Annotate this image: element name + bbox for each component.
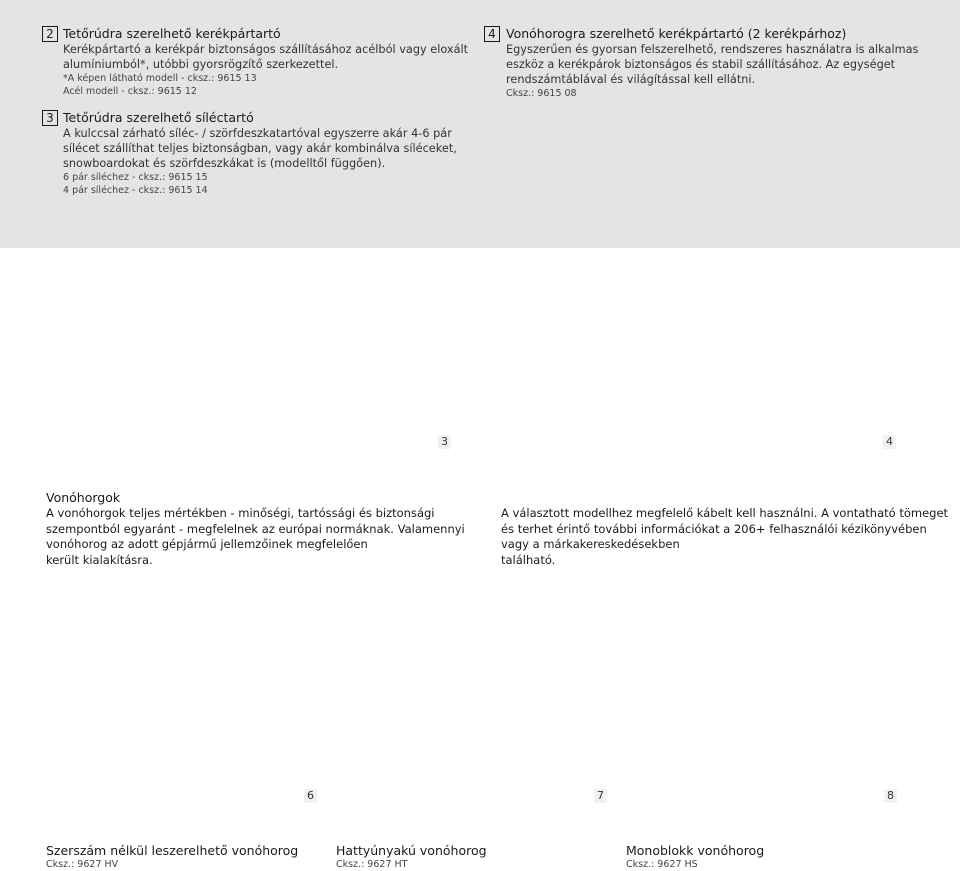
section-number-4: 4	[484, 26, 500, 42]
section-2-small-2: Acél modell - cksz.: 9615 12	[63, 86, 197, 97]
vonohorgok-left-line-2: szempontból egyaránt - megfelelnek az európai normáknak. Valamennyi	[46, 521, 465, 536]
footer-item-2	[336, 843, 487, 871]
footer-item-3	[626, 843, 764, 871]
section-3-title: Tetőrúdra szerelhető síléctartó	[63, 110, 254, 125]
section-3-small-1: 6 pár síléchez - cksz.: 9615 15	[63, 172, 208, 183]
vonohorgok-right	[501, 506, 951, 568]
footer-item-1-code: Cksz.: 9627 HV	[46, 859, 119, 870]
section-4-title: Vonóhorogra szerelhető kerékpártartó (2 kerékpárhoz)	[506, 26, 847, 41]
page-marker-7: 7	[594, 789, 607, 803]
page-marker-3: 3	[438, 435, 451, 449]
vonohorgok-right-line-1: A választott modellhez megfelelő kábelt kell használni. A vontatható tömeget	[501, 506, 949, 520]
section-3-line-3: snowboardokat és szörfdeszkákat is (modelltől függően).	[63, 157, 386, 170]
vonohorgok-right-line-3: vagy a márkakereskedésekben	[501, 537, 680, 551]
section-3-small-2: 4 pár síléchez - cksz.: 9615 14	[63, 185, 208, 196]
section-3-line-1: A kulccsal zárható síléc- / szörfdeszkatartóval egyszerre akár 4-6 pár	[63, 127, 452, 140]
vonohorgok-left-line-3: vonóhorog az adott gépjármű jellemzőinek megfelelően	[46, 537, 368, 551]
section-number-3: 3	[42, 110, 58, 126]
vonohorgok-left-line-4: került kialakításra.	[46, 552, 153, 567]
footer-item-3-title: Monoblokk vonóhorog	[626, 843, 765, 858]
vonohorgok-right-line-2: és terhet érintő további információkat a 206+ felhasználói kézikönyvében	[501, 521, 927, 536]
section-2	[42, 26, 482, 98]
page-marker-4: 4	[883, 435, 896, 449]
section-2-title: Tetőrúdra szerelhető kerékpártartó	[63, 26, 281, 41]
section-2-small-1: *A képen látható modell - cksz.: 9615 13	[63, 73, 257, 84]
section-3-line-2: sílécet szállíthat teljes biztonságban, vagy akár kombinálva síléceket,	[63, 142, 457, 155]
section-4-line-3: rendszámtáblával és világítással kell ellátni.	[506, 73, 756, 86]
vonohorgok-right-line-4: található.	[501, 552, 556, 567]
vonohorgok-left	[46, 490, 466, 568]
section-2-line-1: Kerékpártartó a kerékpár biztonságos szállításához acélból vagy eloxált	[63, 43, 469, 56]
vonohorgok-title: Vonóhorgok	[46, 490, 121, 505]
footer-item-3-code: Cksz.: 9627 HS	[626, 859, 698, 870]
footer-item-2-code: Cksz.: 9627 HT	[336, 859, 408, 870]
section-4-line-2: eszköz a kerékpárok biztonságos és stabil szállításához. Az egységet	[506, 58, 896, 71]
page-marker-8: 8	[884, 789, 897, 803]
section-4-line-1: Egyszerűen és gyorsan felszerelhető, rendszeres használatra is alkalmas	[506, 43, 919, 56]
section-3	[42, 110, 482, 197]
footer-item-1-title: Szerszám nélkül leszerelhető vonóhorog	[46, 843, 299, 858]
footer-item-1	[46, 843, 298, 871]
section-number-2: 2	[42, 26, 58, 42]
section-4-small-1: Cksz.: 9615 08	[506, 88, 577, 99]
section-4	[484, 26, 934, 100]
section-2-line-2: alumíniumból*, utóbbi gyorsrögzítő szerkezettel.	[63, 58, 339, 71]
footer-item-2-title: Hattyúnyakú vonóhorog	[336, 843, 487, 858]
vonohorgok-left-line-1: A vonóhorgok teljes mértékben - minőségi, tartóssági és biztonsági	[46, 506, 435, 520]
page-marker-6: 6	[304, 789, 317, 803]
